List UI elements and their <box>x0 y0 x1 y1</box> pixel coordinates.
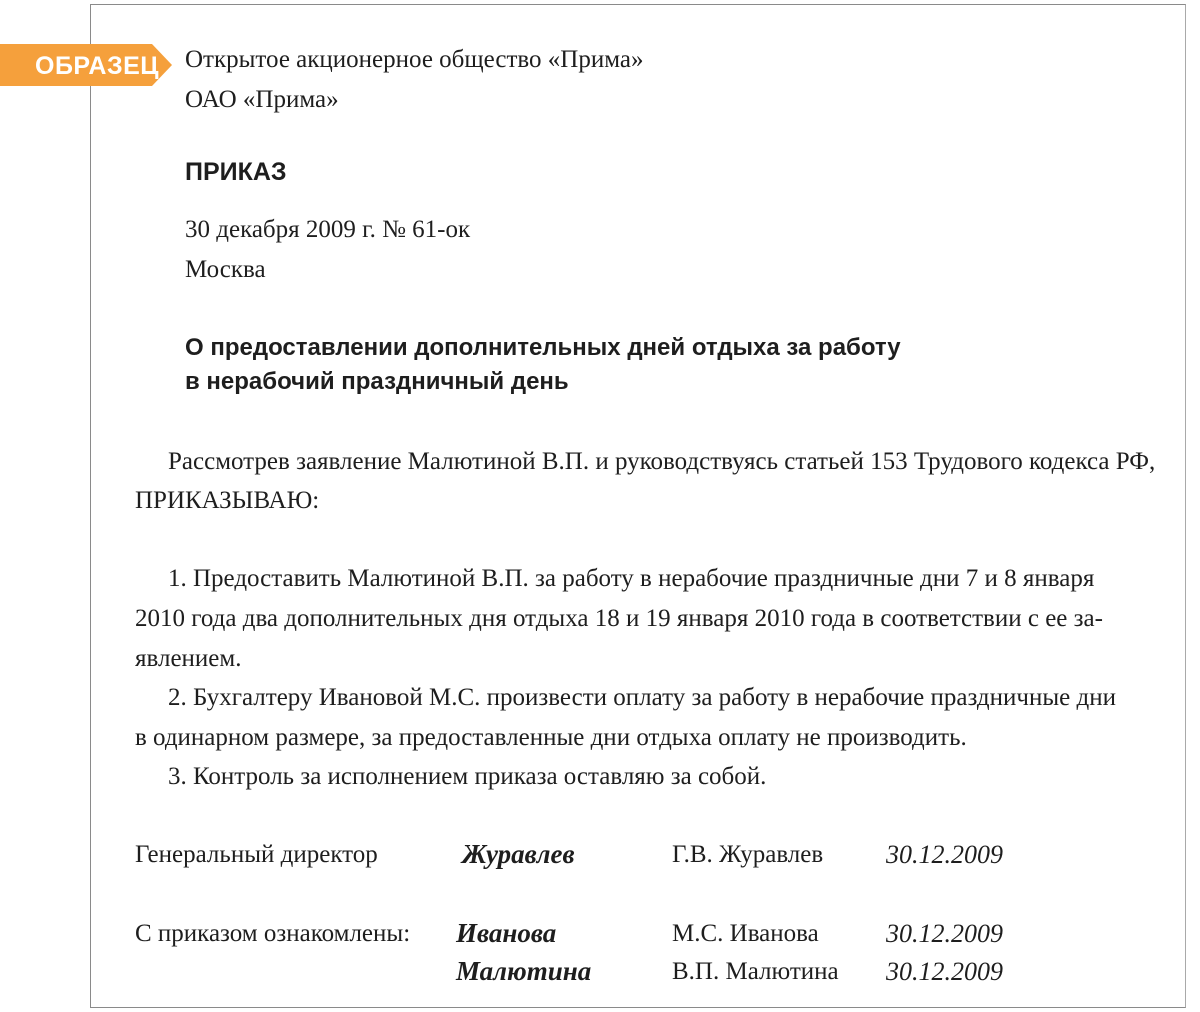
item-1-line-1: 1. Предоставить Малютиной В.П. за работу в нерабочие праздничные дни 7 и 8 января <box>168 565 1095 592</box>
item-2-line-1: 2. Бухгалтеру Ивановой М.С. произвести оплату за работу в нерабочие праздничные дни <box>168 684 1116 711</box>
acknowledged-signature-1: Иванова <box>456 918 557 948</box>
preamble-line-2: ПРИКАЗЫВАЮ: <box>135 487 320 514</box>
acknowledged-name-1: М.С. Иванова <box>672 920 819 947</box>
director-signature: Журавлев <box>462 839 575 869</box>
acknowledged-date-2: 30.12.2009 <box>886 957 1003 986</box>
acknowledged-label: С приказом ознакомлены: <box>135 920 411 947</box>
preamble-line-1: Рассмотрев заявление Малютиной В.П. и руководствуясь статьей 153 Трудового кодекса РФ, <box>168 448 1156 475</box>
order-subject-line-1: О предоставлении дополнительных дней отдыха за работу <box>185 334 901 361</box>
director-name: Г.В. Журавлев <box>672 841 824 868</box>
organization-short-name: ОАО «Прима» <box>185 86 339 113</box>
item-2-line-2: в одинарном размере, за предоставленные дни отдыха оплату не производить. <box>135 724 967 751</box>
director-date: 30.12.2009 <box>886 840 1003 869</box>
acknowledged-date-1: 30.12.2009 <box>886 919 1003 948</box>
order-date-number: 30 декабря 2009 г. № 61-ок <box>185 216 471 243</box>
organization-full-name: Открытое акционерное общество «Прима» <box>185 46 644 73</box>
acknowledged-name-2: В.П. Малютина <box>672 958 839 985</box>
director-position: Генеральный директор <box>135 841 378 868</box>
order-title: ПРИКАЗ <box>185 158 287 186</box>
order-subject-line-2: в нерабочий праздничный день <box>185 368 569 395</box>
item-1-line-3: явлением. <box>135 645 242 672</box>
item-1-line-2: 2010 года два дополнительных дня отдыха 18 и 19 января 2010 года в соответствии с ее за- <box>135 605 1103 632</box>
acknowledged-signature-2: Малютина <box>456 956 592 986</box>
sample-badge-label: ОБРАЗЕЦ <box>35 52 160 80</box>
item-3-line-1: 3. Контроль за исполнением приказа оставляю за собой. <box>168 763 767 790</box>
order-city: Москва <box>185 256 266 283</box>
